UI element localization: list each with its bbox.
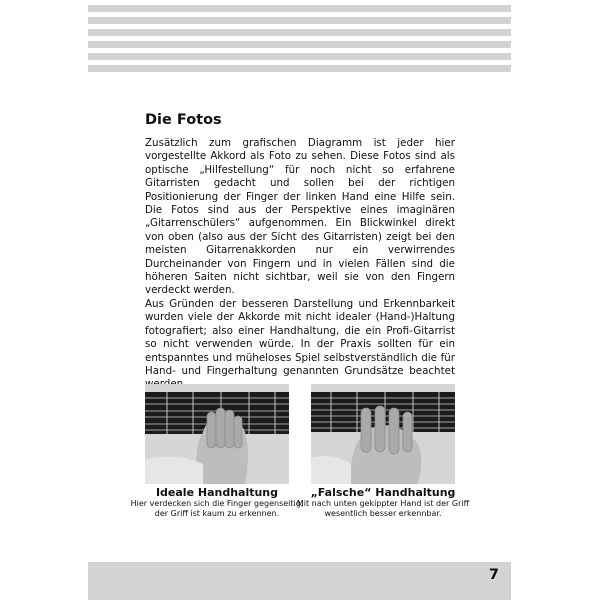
- caption-title: Ideale Handhaltung: [155, 486, 279, 499]
- caption-title: „Falsche“ Handhaltung: [310, 486, 456, 499]
- caption-text: Hier verdecken sich die Finger gegenseitig,: [130, 499, 304, 508]
- photo-ideal-hand: [145, 384, 289, 484]
- caption-ideal-hand: [127, 486, 307, 519]
- caption-text: der Griff ist kaum zu erkennen.: [154, 509, 280, 518]
- caption-text: Mit nach unten gekippter Hand ist der Griff: [296, 499, 470, 508]
- photo-wrong-hand: [311, 384, 455, 484]
- paragraph: Zusätzlich zum grafischen Diagramm ist jeder hier vorgestellte Akkord als Foto zu sehen. Diese Fotos sind als optische „Hilfestellung“ für noch nicht so erfahrene Gitarristen gedacht und sollen bei der richtigen Positionierung der Finger der linken Hand eine Hilfe sein. Die Fotos sind aus der Perspektive eines imaginären „Gitarrenschülers“ aufgenommen. Ein Blickwinkel direkt von oben (also aus der Sicht des Gitarristen) zeigt bei den meisten Gitarrenakkorden nur ein verwirrendes Durcheinander von Fingern und in vielen Fällen sind die höheren Saiten nicht sichtbar, weil sie von den Fingern verdeckt werden.: [145, 137, 455, 297]
- header-stripe-band: [88, 0, 511, 72]
- caption-wrong-hand: [293, 486, 473, 519]
- footer-band: [88, 562, 511, 600]
- paragraph: Aus Gründen der besseren Darstellung und Erkennbarkeit wurden viele der Akkorde mit nicht idealer (Hand-)Haltung fotografiert; also einer Handhaltung, die ein Profi-Gitarrist so nicht verwenden würde. In der Praxis sollten für ein entspanntes und müheloses Spiel selbstverständlich die für Hand- und Fingerhaltung genannten Grundsätze beachtet: [145, 297, 455, 377]
- caption-text: wesentlich besser erkennbar.: [324, 509, 442, 518]
- section-heading: Die Fotos: [145, 112, 222, 128]
- body-text: [145, 137, 455, 392]
- page-number: 7: [488, 567, 499, 583]
